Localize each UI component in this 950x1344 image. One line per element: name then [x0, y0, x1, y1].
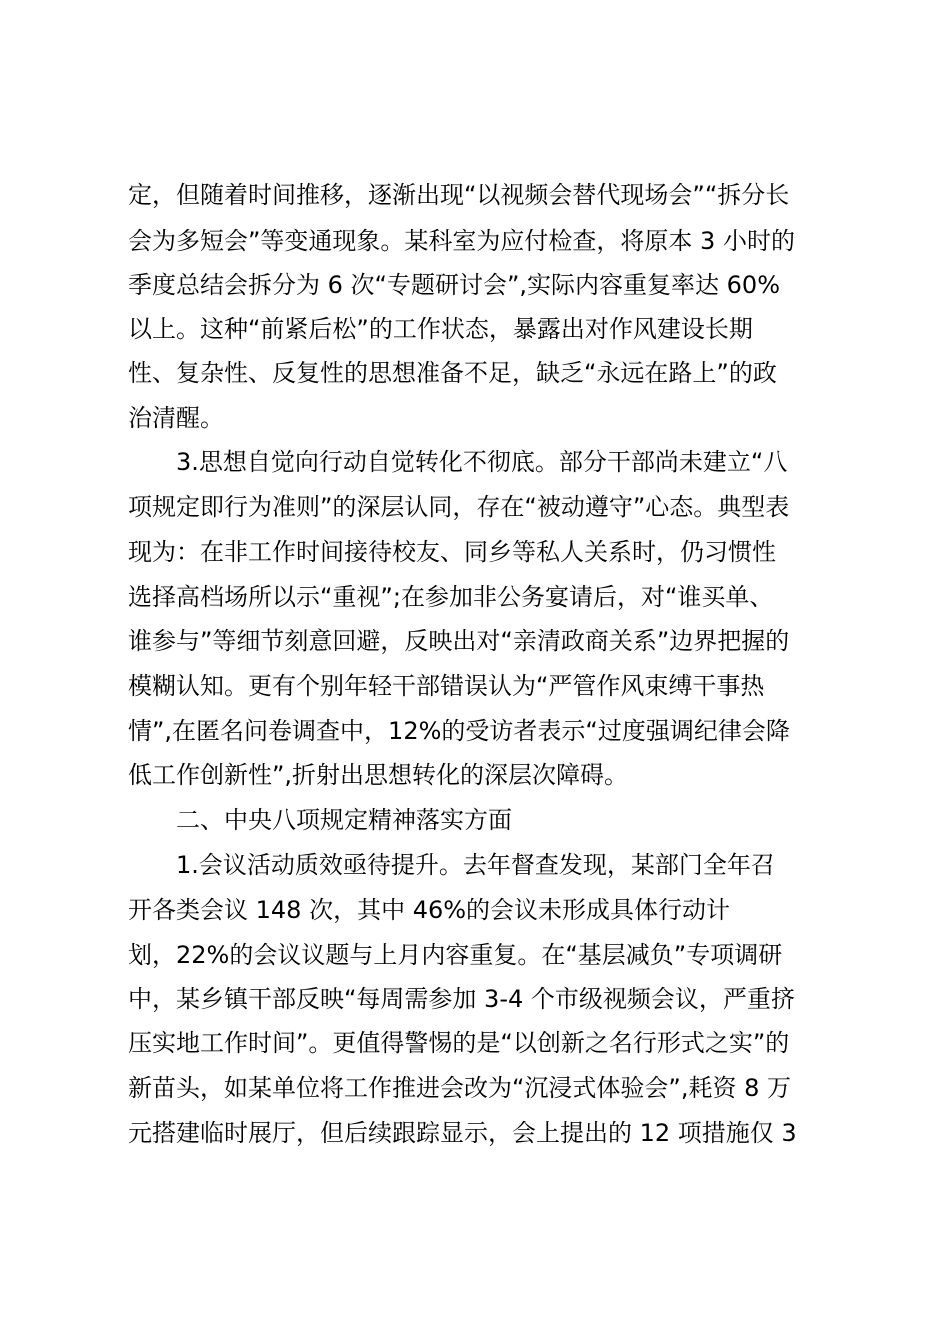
text-line: 以上。这种“前紧后松”的工作状态，暴露出对作风建设长期	[128, 315, 753, 343]
section-heading: 二、中央八项规定精神落实方面	[176, 806, 512, 834]
text-line: 现为：在非工作时间接待校友、同乡等私人关系时，仍习惯性	[128, 538, 776, 566]
text-line: 1.会议活动质效亟待提升。去年督查发现，某部门全年召	[176, 851, 775, 879]
text-line: 压实地工作时间”。更值得警惕的是“以创新之名行形式之实”的	[128, 1029, 790, 1057]
text-line: 选择高档场所以示“重视”;在参加非公务宴请后，对“谁买单、	[128, 583, 774, 611]
text-line: 季度总结会拆分为 6 次“专题研讨会”,实际内容重复率达 60%	[128, 271, 780, 299]
text-line: 定，但随着时间推移，逐渐出现“以视频会替代现场会”“拆分长	[128, 181, 790, 209]
text-line: 中，某乡镇干部反映“每周需参加 3-4 个市级视频会议，严重挤	[128, 985, 795, 1013]
text-line: 开各类会议 148 次，其中 46%的会议未形成具体行动计	[128, 896, 731, 924]
text-line: 会为多短会”等变通现象。某科室为应付检查，将原本 3 小时的	[128, 227, 795, 255]
text-line: 划，22%的会议议题与上月内容重复。在“基层减负”专项调研	[128, 941, 783, 969]
text-line: 3.思想自觉向行动自觉转化不彻底。部分干部尚未建立“八	[176, 448, 788, 476]
text-line: 元搭建临时展厅，但后续跟踪显示，会上提出的 12 项措施仅 3	[128, 1119, 797, 1147]
text-line: 情”,在匿名问卷调查中，12%的受访者表示“过度强调纪律会降	[128, 717, 790, 745]
text-line: 低工作创新性”,折射出思想转化的深层次障碍。	[128, 761, 629, 789]
text-line: 项规定即行为准则”的深层认同，存在“被动遵守”心态。典型表	[128, 493, 790, 521]
text-line: 模糊认知。更有个别年轻干部错误认为“严管作风束缚干事热	[128, 672, 765, 700]
text-line: 新苗头，如某单位将工作推进会改为“沉浸式体验会”,耗资 8 万	[128, 1074, 792, 1102]
text-line: 性、复杂性、反复性的思想准备不足，缺乏“永远在路上”的政	[128, 359, 777, 387]
text-line: 治清醒。	[128, 404, 224, 432]
text-line: 谁参与”等细节刻意回避，反映出对“亲清政商关系”边界把握的	[128, 627, 790, 655]
